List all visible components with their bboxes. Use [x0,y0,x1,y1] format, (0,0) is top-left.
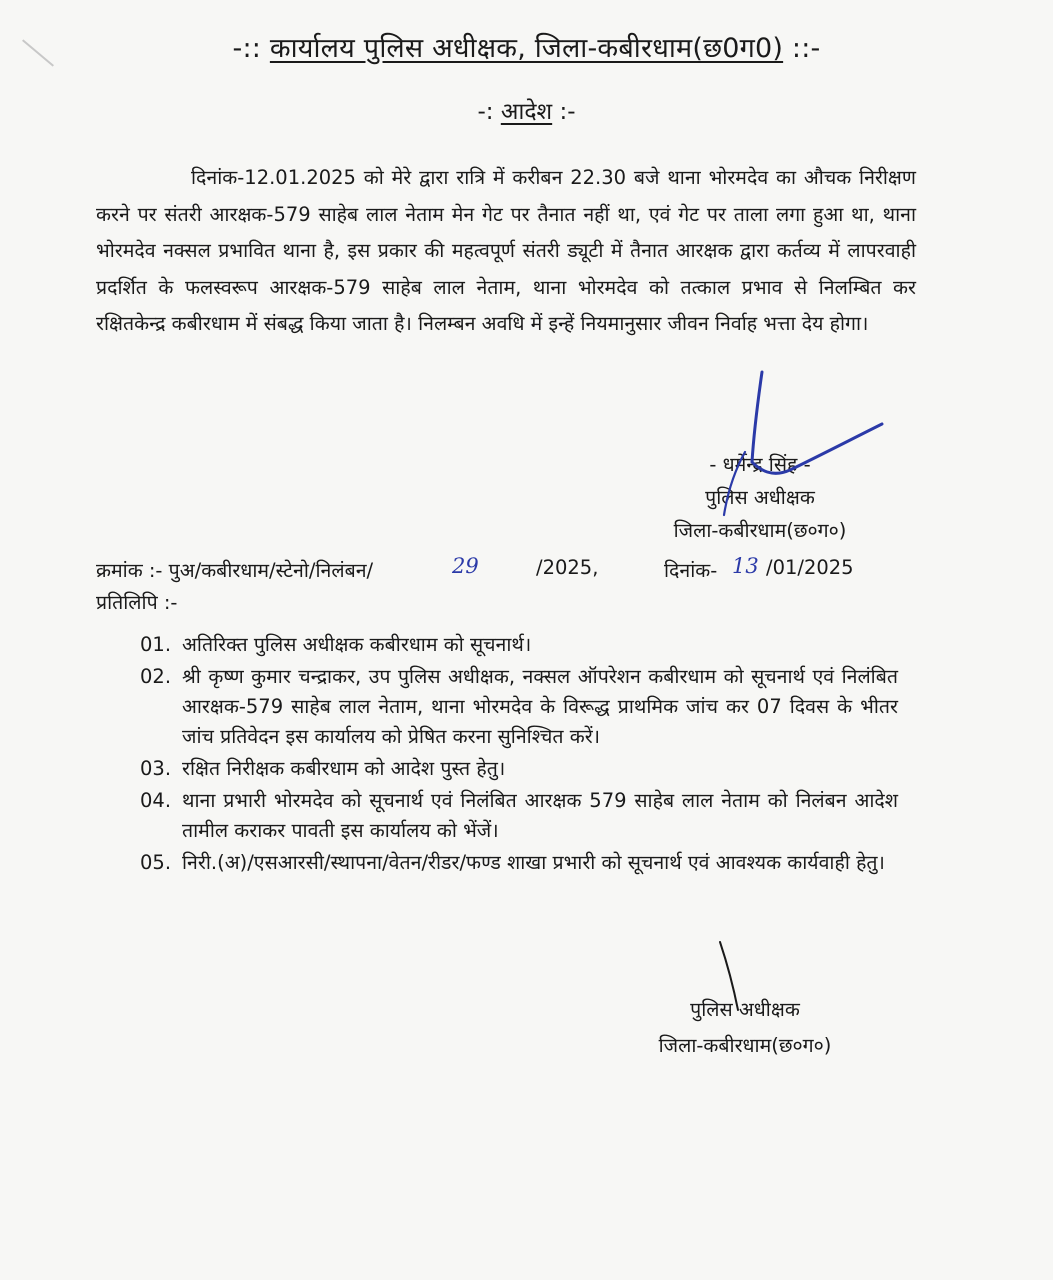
item-text: अतिरिक्त पुलिस अधीक्षक कबीरधाम को सूचनार्थ। [182,633,532,656]
list-item [140,662,898,752]
copy-list [140,630,898,880]
copy-label: प्रतिलिपि :- [96,591,178,614]
item-text: श्री कृष्ण कुमार चन्द्राकर, उप पुलिस अधीक्षक, नक्सल ऑपरेशन कबीरधाम को सूचनार्थ एवं निलंबित आरक्षक-579 साहेब लाल नेताम, थाना भोरमदेव के विरूद्ध प्राथमिक जांच कर 07 दिवस के भीतर जांच प्रतिवेदन इस कार्यालय को प्रेषित करना सुनिश्चित करें। [182,665,898,748]
title-prefix: -: [477,99,494,125]
date-label: दिनांक- [664,559,718,582]
item-text: थाना प्रभारी भोरमदेव को सूचनार्थ एवं निलंबित आरक्षक 579 साहेब लाल नेताम को निलंबन आदेश तामील कराकर पावती इस कार्यालय को भेंजें। [182,789,898,842]
reference-year: /2025, [536,556,599,579]
signature-block-top [660,448,860,547]
list-item [140,630,898,660]
office-header [0,28,1053,65]
officer-designation: पुलिस अधीक्षक [705,486,815,509]
reference-row [96,556,896,590]
item-number: 04. [140,789,172,812]
item-number: 05. [140,851,172,874]
order-title [0,94,1053,126]
signature-block-bottom [640,992,850,1064]
title-text: आदेश [500,99,553,125]
officer-district: जिला-कबीरधाम(छ०ग०) [673,519,847,542]
office-name: कार्यालय पुलिस अधीक्षक, जिला-कबीरधाम(छ0ग0) [269,33,784,64]
item-text: रक्षित निरीक्षक कबीरधाम को आदेश पुस्त हेतु। [182,757,506,780]
item-number: 03. [140,757,172,780]
item-text: निरी.(अ)/एसआरसी/स्थापना/वेतन/रीडर/फण्ड शाखा प्रभारी को सूचनार्थ एवं आवश्यक कार्यवाही हेतु। [182,851,885,874]
officer-name: - धर्मेन्द्र सिंह - [709,453,811,476]
date-day: 13 [732,554,759,578]
reference-label: क्रमांक :- पुअ/कबीरधाम/स्टेनो/निलंबन/ [96,559,374,582]
list-item [140,848,898,878]
item-number: 02. [140,665,172,688]
order-body: दिनांक-12.01.2025 को मेरे द्वारा रात्रि में करीबन 22.30 बजे थाना भोरमदेव का औचक निरीक्षण करने पर संतरी आरक्षक-579 साहेब लाल नेताम मेन गेट पर तैनात नहीं था, एवं गेट पर ताला लगा हुआ था, थाना भोरमदेव नक्सल प्रभावित थाना है, इस प्रकार की महत्वपूर्ण संतरी ड्यूटी में तैनात आरक्षक द्वारा कर्तव्य में लापरवाही प्रदर्शित के फलस्वरूप आरक्षक-579 साहेब लाल नेताम, थाना भोरमदेव को तत्काल प्रभाव से निलम्बित कर रक्षितकेन्द्र कबीरधाम में संबद्ध किया जाता है। निलम्बन अवधि में इन्हें नियमानुसार जीवन निर्वाह भत्ता देय होगा। [96,166,916,335]
title-suffix: :- [559,99,576,125]
officer-designation: पुलिस अधीक्षक [690,998,800,1021]
item-number: 01. [140,633,172,656]
list-item [140,754,898,784]
header-prefix: -:: [232,33,262,64]
header-suffix: ::- [791,33,821,64]
reference-number: 29 [452,554,479,578]
list-item [140,786,898,846]
officer-district: जिला-कबीरधाम(छ०ग०) [658,1034,832,1057]
date-rest: /01/2025 [766,556,854,579]
